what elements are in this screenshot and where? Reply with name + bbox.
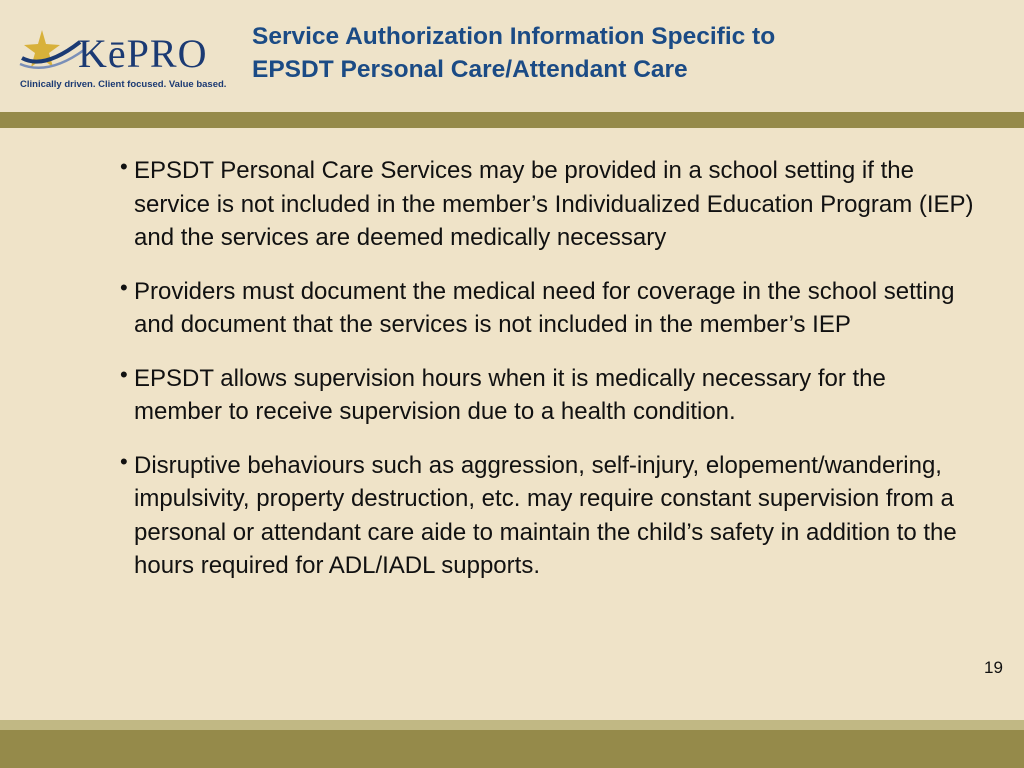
bullet-text: EPSDT allows supervision hours when it is medically necessary for the member to receive supervision due to a health condition. — [134, 364, 886, 425]
title-line-2: EPSDT Personal Care/Attendant Care — [252, 56, 688, 83]
bullet-list — [120, 154, 980, 603]
logo-tagline: Clinically driven. Client focused. Value based. — [20, 79, 227, 90]
bullet-dot: • — [120, 154, 128, 179]
bullet-dot: • — [120, 361, 128, 387]
kepro-logo — [18, 28, 228, 98]
bullet-text: Providers must document the medical need for coverage in the school setting and document that the services is not included in the member’s IEP — [134, 277, 955, 338]
bullet-item — [120, 362, 980, 429]
bullet-item — [120, 449, 980, 583]
bullet-text: EPSDT Personal Care Services may be provided in a school setting if the service is not included in the member’s Individualized Education Program (IEP) and the services are deemed medically necessary — [134, 157, 974, 251]
footer-band — [0, 730, 1024, 768]
bullet-dot: • — [120, 274, 128, 300]
bullet-text: Disruptive behaviours such as aggression, self-injury, elopement/wandering, impulsivity, property destruction, etc. may require constant supervision from a personal or attendant care aide to maintain the child’s safety in addition to the hours required for ADL/IADL supports. — [134, 451, 957, 579]
bullet-item — [120, 154, 980, 255]
title-line-1: Service Authorization Information Specific to — [252, 23, 776, 50]
footer-divider-line — [0, 720, 1024, 730]
logo-wordmark: KēPRO — [78, 31, 208, 76]
bullet-item — [120, 275, 980, 342]
bullet-dot: • — [120, 448, 128, 474]
header-divider-band — [0, 112, 1024, 128]
slide-title — [252, 20, 992, 86]
page-number: 19 — [984, 658, 1003, 677]
